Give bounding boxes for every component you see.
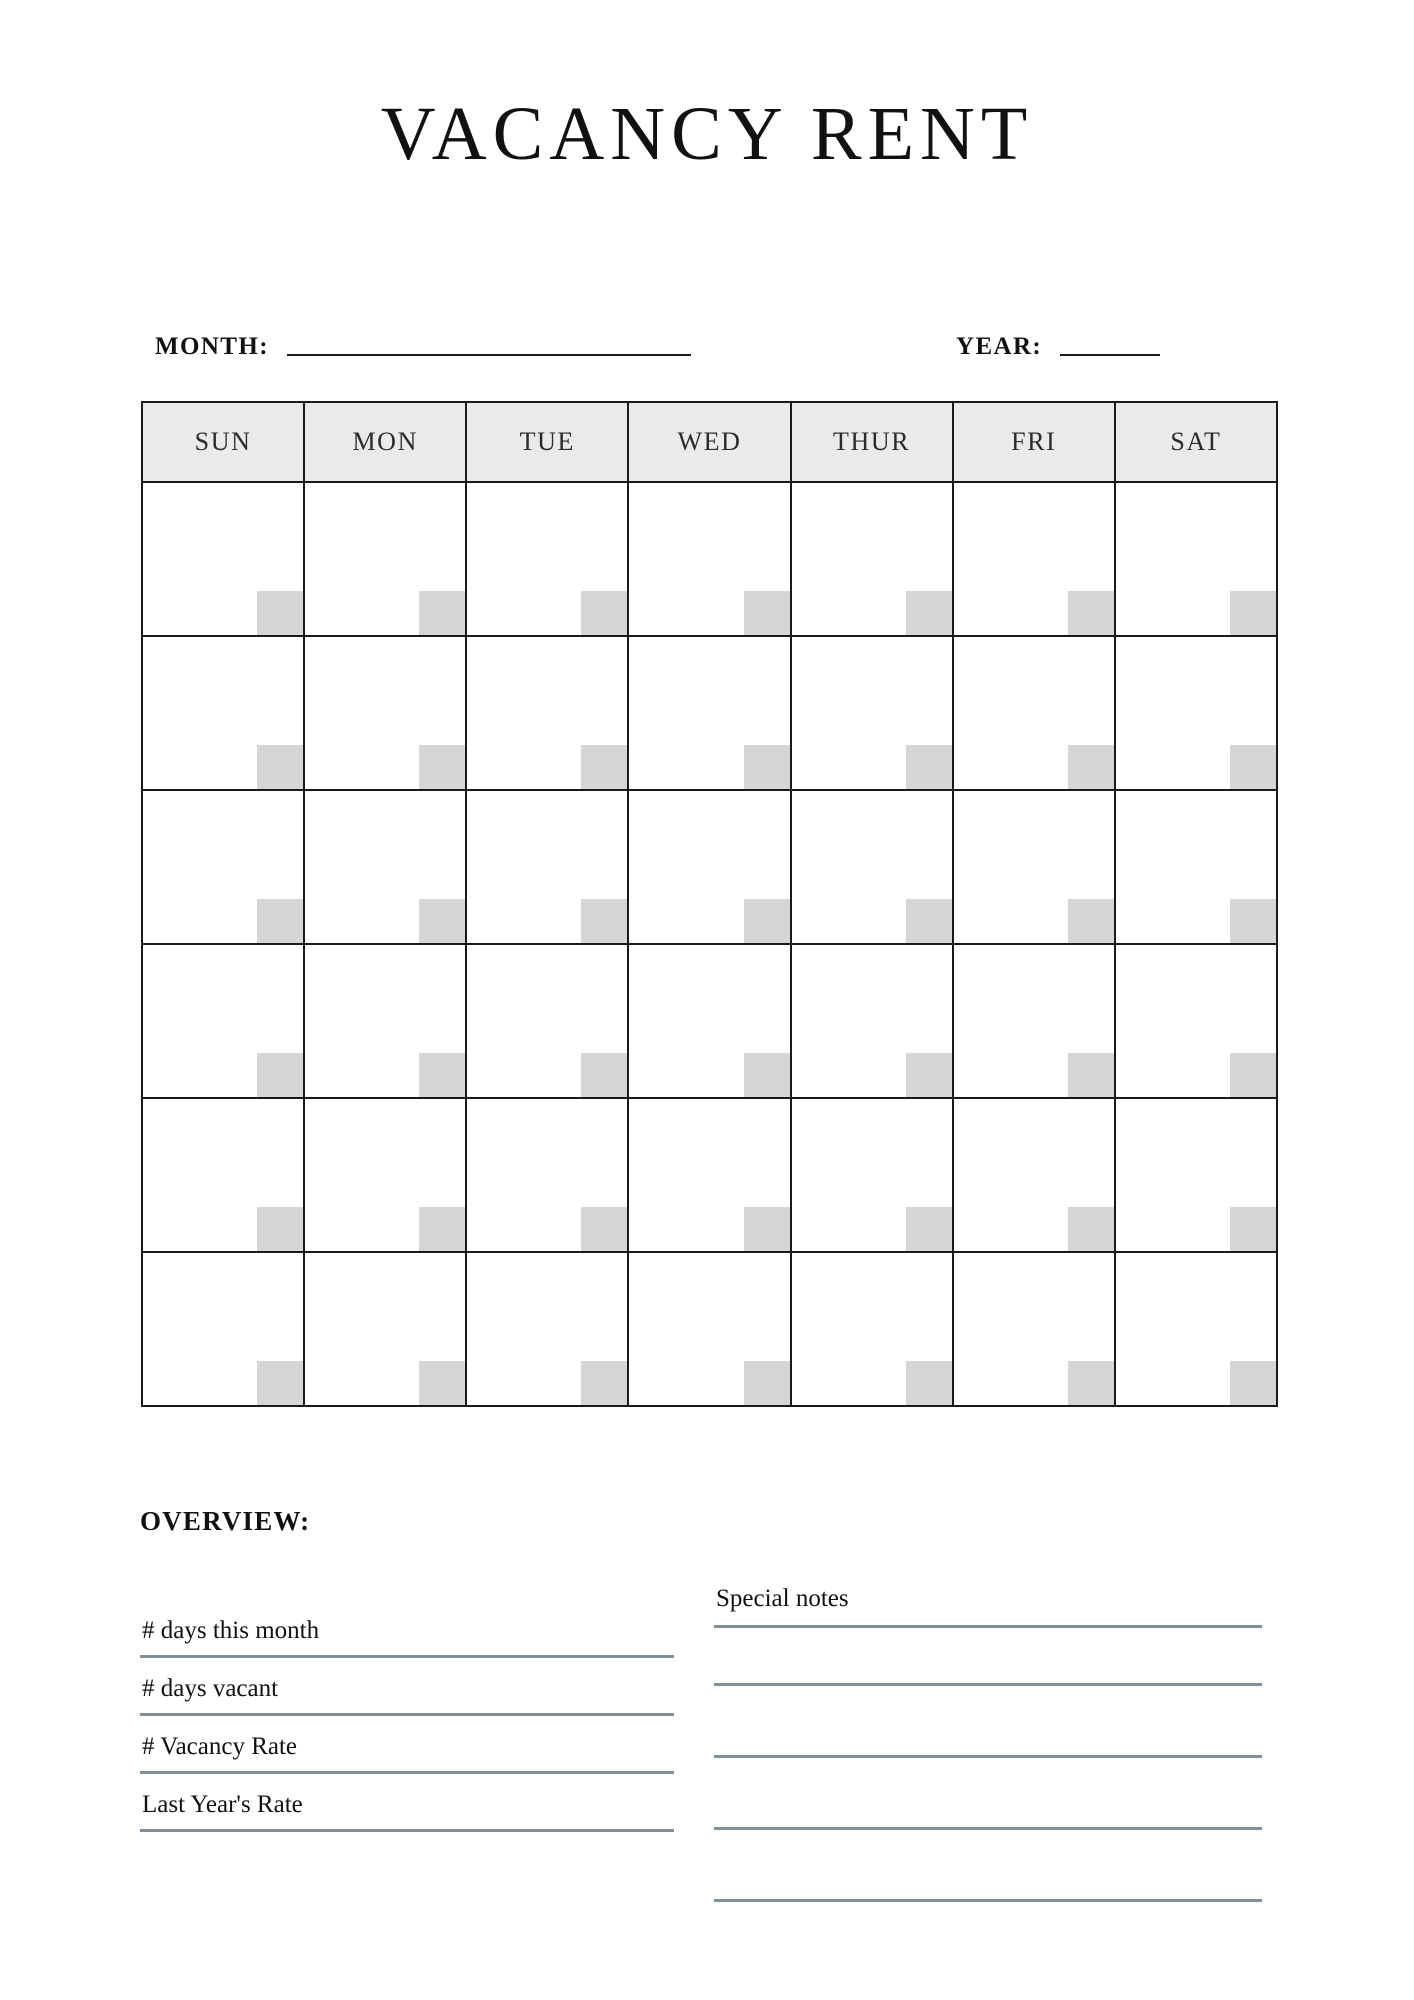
- overview-heading: OVERVIEW:: [140, 1506, 311, 1536]
- calendar-day-number-box[interactable]: [1068, 1053, 1114, 1097]
- calendar-cell[interactable]: [467, 1253, 629, 1407]
- calendar-day-number-box[interactable]: [1068, 1361, 1114, 1405]
- calendar-cell[interactable]: [792, 945, 954, 1099]
- calendar-day-number-box[interactable]: [1068, 591, 1114, 635]
- calendar-cell[interactable]: [1116, 945, 1278, 1099]
- calendar-day-number-box[interactable]: [744, 1053, 790, 1097]
- calendar-day-header-tue: TUE: [467, 403, 629, 483]
- overview-field-row[interactable]: [140, 1716, 674, 1774]
- special-notes-line[interactable]: [714, 1686, 1262, 1758]
- calendar-cell[interactable]: [629, 791, 791, 945]
- calendar-day-number-box[interactable]: [581, 1361, 627, 1405]
- calendar-day-number-box[interactable]: [906, 1361, 952, 1405]
- special-notes-label: Special notes: [716, 1585, 849, 1612]
- calendar-day-header-wed: WED: [629, 403, 791, 483]
- calendar-cell[interactable]: [629, 1253, 791, 1407]
- calendar-day-number-box[interactable]: [744, 591, 790, 635]
- calendar-week-row: [143, 791, 1278, 945]
- calendar-day-number-box[interactable]: [744, 745, 790, 789]
- overview-left-column: [140, 1600, 674, 1832]
- calendar-cell[interactable]: [305, 791, 467, 945]
- calendar-day-number-box[interactable]: [581, 591, 627, 635]
- calendar-cell[interactable]: [1116, 791, 1278, 945]
- calendar-day-number-box[interactable]: [1230, 745, 1276, 789]
- calendar-cell[interactable]: [305, 637, 467, 791]
- overview-field-label: # Vacancy Rate: [142, 1733, 298, 1760]
- calendar-cell[interactable]: [143, 791, 305, 945]
- calendar-day-number-box[interactable]: [419, 1053, 465, 1097]
- year-field[interactable]: [956, 322, 1160, 362]
- calendar-cell[interactable]: [143, 945, 305, 1099]
- calendar-cell[interactable]: [792, 637, 954, 791]
- calendar-day-number-box[interactable]: [906, 591, 952, 635]
- calendar-cell[interactable]: [467, 483, 629, 637]
- year-label: YEAR:: [956, 333, 1043, 360]
- calendar-cell[interactable]: [792, 1253, 954, 1407]
- calendar-day-header-fri: FRI: [954, 403, 1116, 483]
- calendar-day-number-box[interactable]: [419, 1361, 465, 1405]
- calendar-day-number-box[interactable]: [744, 899, 790, 943]
- calendar-cell[interactable]: [954, 1099, 1116, 1253]
- calendar-day-number-box[interactable]: [1230, 1053, 1276, 1097]
- calendar-cell[interactable]: [467, 637, 629, 791]
- calendar-cell[interactable]: [467, 945, 629, 1099]
- calendar-cell[interactable]: [143, 637, 305, 791]
- calendar-day-header-mon: MON: [305, 403, 467, 483]
- calendar-day-number-box[interactable]: [419, 1207, 465, 1251]
- calendar-day-header-sat: SAT: [1116, 403, 1278, 483]
- calendar-day-number-box[interactable]: [581, 1207, 627, 1251]
- calendar-cell[interactable]: [629, 1099, 791, 1253]
- calendar-day-number-box[interactable]: [1230, 591, 1276, 635]
- special-notes-line[interactable]: [714, 1830, 1262, 1902]
- calendar-cell[interactable]: [305, 483, 467, 637]
- overview-field-row[interactable]: [140, 1600, 674, 1658]
- special-notes-header-line[interactable]: [714, 1570, 1262, 1628]
- calendar-cell[interactable]: [1116, 483, 1278, 637]
- calendar-cell[interactable]: [629, 945, 791, 1099]
- calendar-day-number-box[interactable]: [581, 1053, 627, 1097]
- calendar-day-number-box[interactable]: [257, 591, 303, 635]
- calendar-cell[interactable]: [143, 1253, 305, 1407]
- calendar-week-row: [143, 1099, 1278, 1253]
- month-input-rule[interactable]: [287, 354, 691, 356]
- overview-field-row[interactable]: [140, 1658, 674, 1716]
- calendar-cell[interactable]: [305, 1099, 467, 1253]
- calendar-cell[interactable]: [467, 1099, 629, 1253]
- year-input-rule[interactable]: [1060, 354, 1160, 356]
- calendar-day-number-box[interactable]: [1068, 1207, 1114, 1251]
- calendar-day-number-box[interactable]: [1068, 745, 1114, 789]
- month-field[interactable]: [155, 322, 691, 362]
- calendar-day-number-box[interactable]: [906, 1053, 952, 1097]
- calendar-week-row: [143, 637, 1278, 791]
- calendar-cell[interactable]: [792, 791, 954, 945]
- calendar-cell[interactable]: [305, 1253, 467, 1407]
- month-label: MONTH:: [155, 333, 269, 360]
- overview-field-label: # days vacant: [142, 1675, 279, 1702]
- month-year-row: [141, 322, 1278, 362]
- calendar-week-row: [143, 1253, 1278, 1407]
- calendar-day-number-box[interactable]: [257, 1207, 303, 1251]
- calendar-body: [143, 483, 1278, 1407]
- special-notes-line[interactable]: [714, 1758, 1262, 1830]
- calendar-cell[interactable]: [629, 637, 791, 791]
- overview-field-row[interactable]: [140, 1774, 674, 1832]
- calendar-cell[interactable]: [1116, 637, 1278, 791]
- calendar-header-row: [143, 403, 1278, 483]
- calendar-day-number-box[interactable]: [419, 745, 465, 789]
- overview-field-label: Last Year's Rate: [142, 1791, 303, 1818]
- calendar-day-number-box[interactable]: [257, 1361, 303, 1405]
- overview-right-column: [714, 1570, 1262, 1902]
- calendar-day-number-box[interactable]: [906, 1207, 952, 1251]
- page-title: VACANCY RENT: [380, 92, 1034, 176]
- calendar-cell[interactable]: [1116, 1099, 1278, 1253]
- calendar-cell[interactable]: [954, 791, 1116, 945]
- calendar-day-number-box[interactable]: [1230, 1361, 1276, 1405]
- calendar-week-row: [143, 945, 1278, 1099]
- calendar-day-number-box[interactable]: [1230, 1207, 1276, 1251]
- calendar-day-number-box[interactable]: [1230, 899, 1276, 943]
- calendar-week-row: [143, 483, 1278, 637]
- calendar-cell[interactable]: [305, 945, 467, 1099]
- calendar-day-number-box[interactable]: [744, 1207, 790, 1251]
- calendar-cell[interactable]: [1116, 1253, 1278, 1407]
- calendar-day-number-box[interactable]: [581, 745, 627, 789]
- calendar-grid: [141, 401, 1278, 1407]
- calendar-day-number-box[interactable]: [419, 899, 465, 943]
- special-notes-line[interactable]: [714, 1628, 1262, 1686]
- calendar-cell[interactable]: [143, 483, 305, 637]
- calendar-day-number-box[interactable]: [906, 899, 952, 943]
- calendar-day-header-sun: SUN: [143, 403, 305, 483]
- calendar-cell[interactable]: [792, 1099, 954, 1253]
- calendar-cell[interactable]: [792, 483, 954, 637]
- calendar-day-number-box[interactable]: [1068, 899, 1114, 943]
- calendar-cell[interactable]: [954, 1253, 1116, 1407]
- calendar-cell[interactable]: [954, 637, 1116, 791]
- calendar-day-number-box[interactable]: [257, 1053, 303, 1097]
- calendar-day-number-box[interactable]: [581, 899, 627, 943]
- calendar-cell[interactable]: [629, 483, 791, 637]
- overview-section: [0, 1570, 1414, 1880]
- overview-field-label: # days this month: [142, 1617, 320, 1644]
- calendar-day-number-box[interactable]: [257, 745, 303, 789]
- calendar-day-number-box[interactable]: [257, 899, 303, 943]
- calendar-day-number-box[interactable]: [906, 745, 952, 789]
- calendar-day-header-thur: THUR: [792, 403, 954, 483]
- calendar-cell[interactable]: [143, 1099, 305, 1253]
- calendar-cell[interactable]: [467, 791, 629, 945]
- calendar-cell[interactable]: [954, 945, 1116, 1099]
- calendar-cell[interactable]: [954, 483, 1116, 637]
- calendar-day-number-box[interactable]: [419, 591, 465, 635]
- calendar-day-number-box[interactable]: [744, 1361, 790, 1405]
